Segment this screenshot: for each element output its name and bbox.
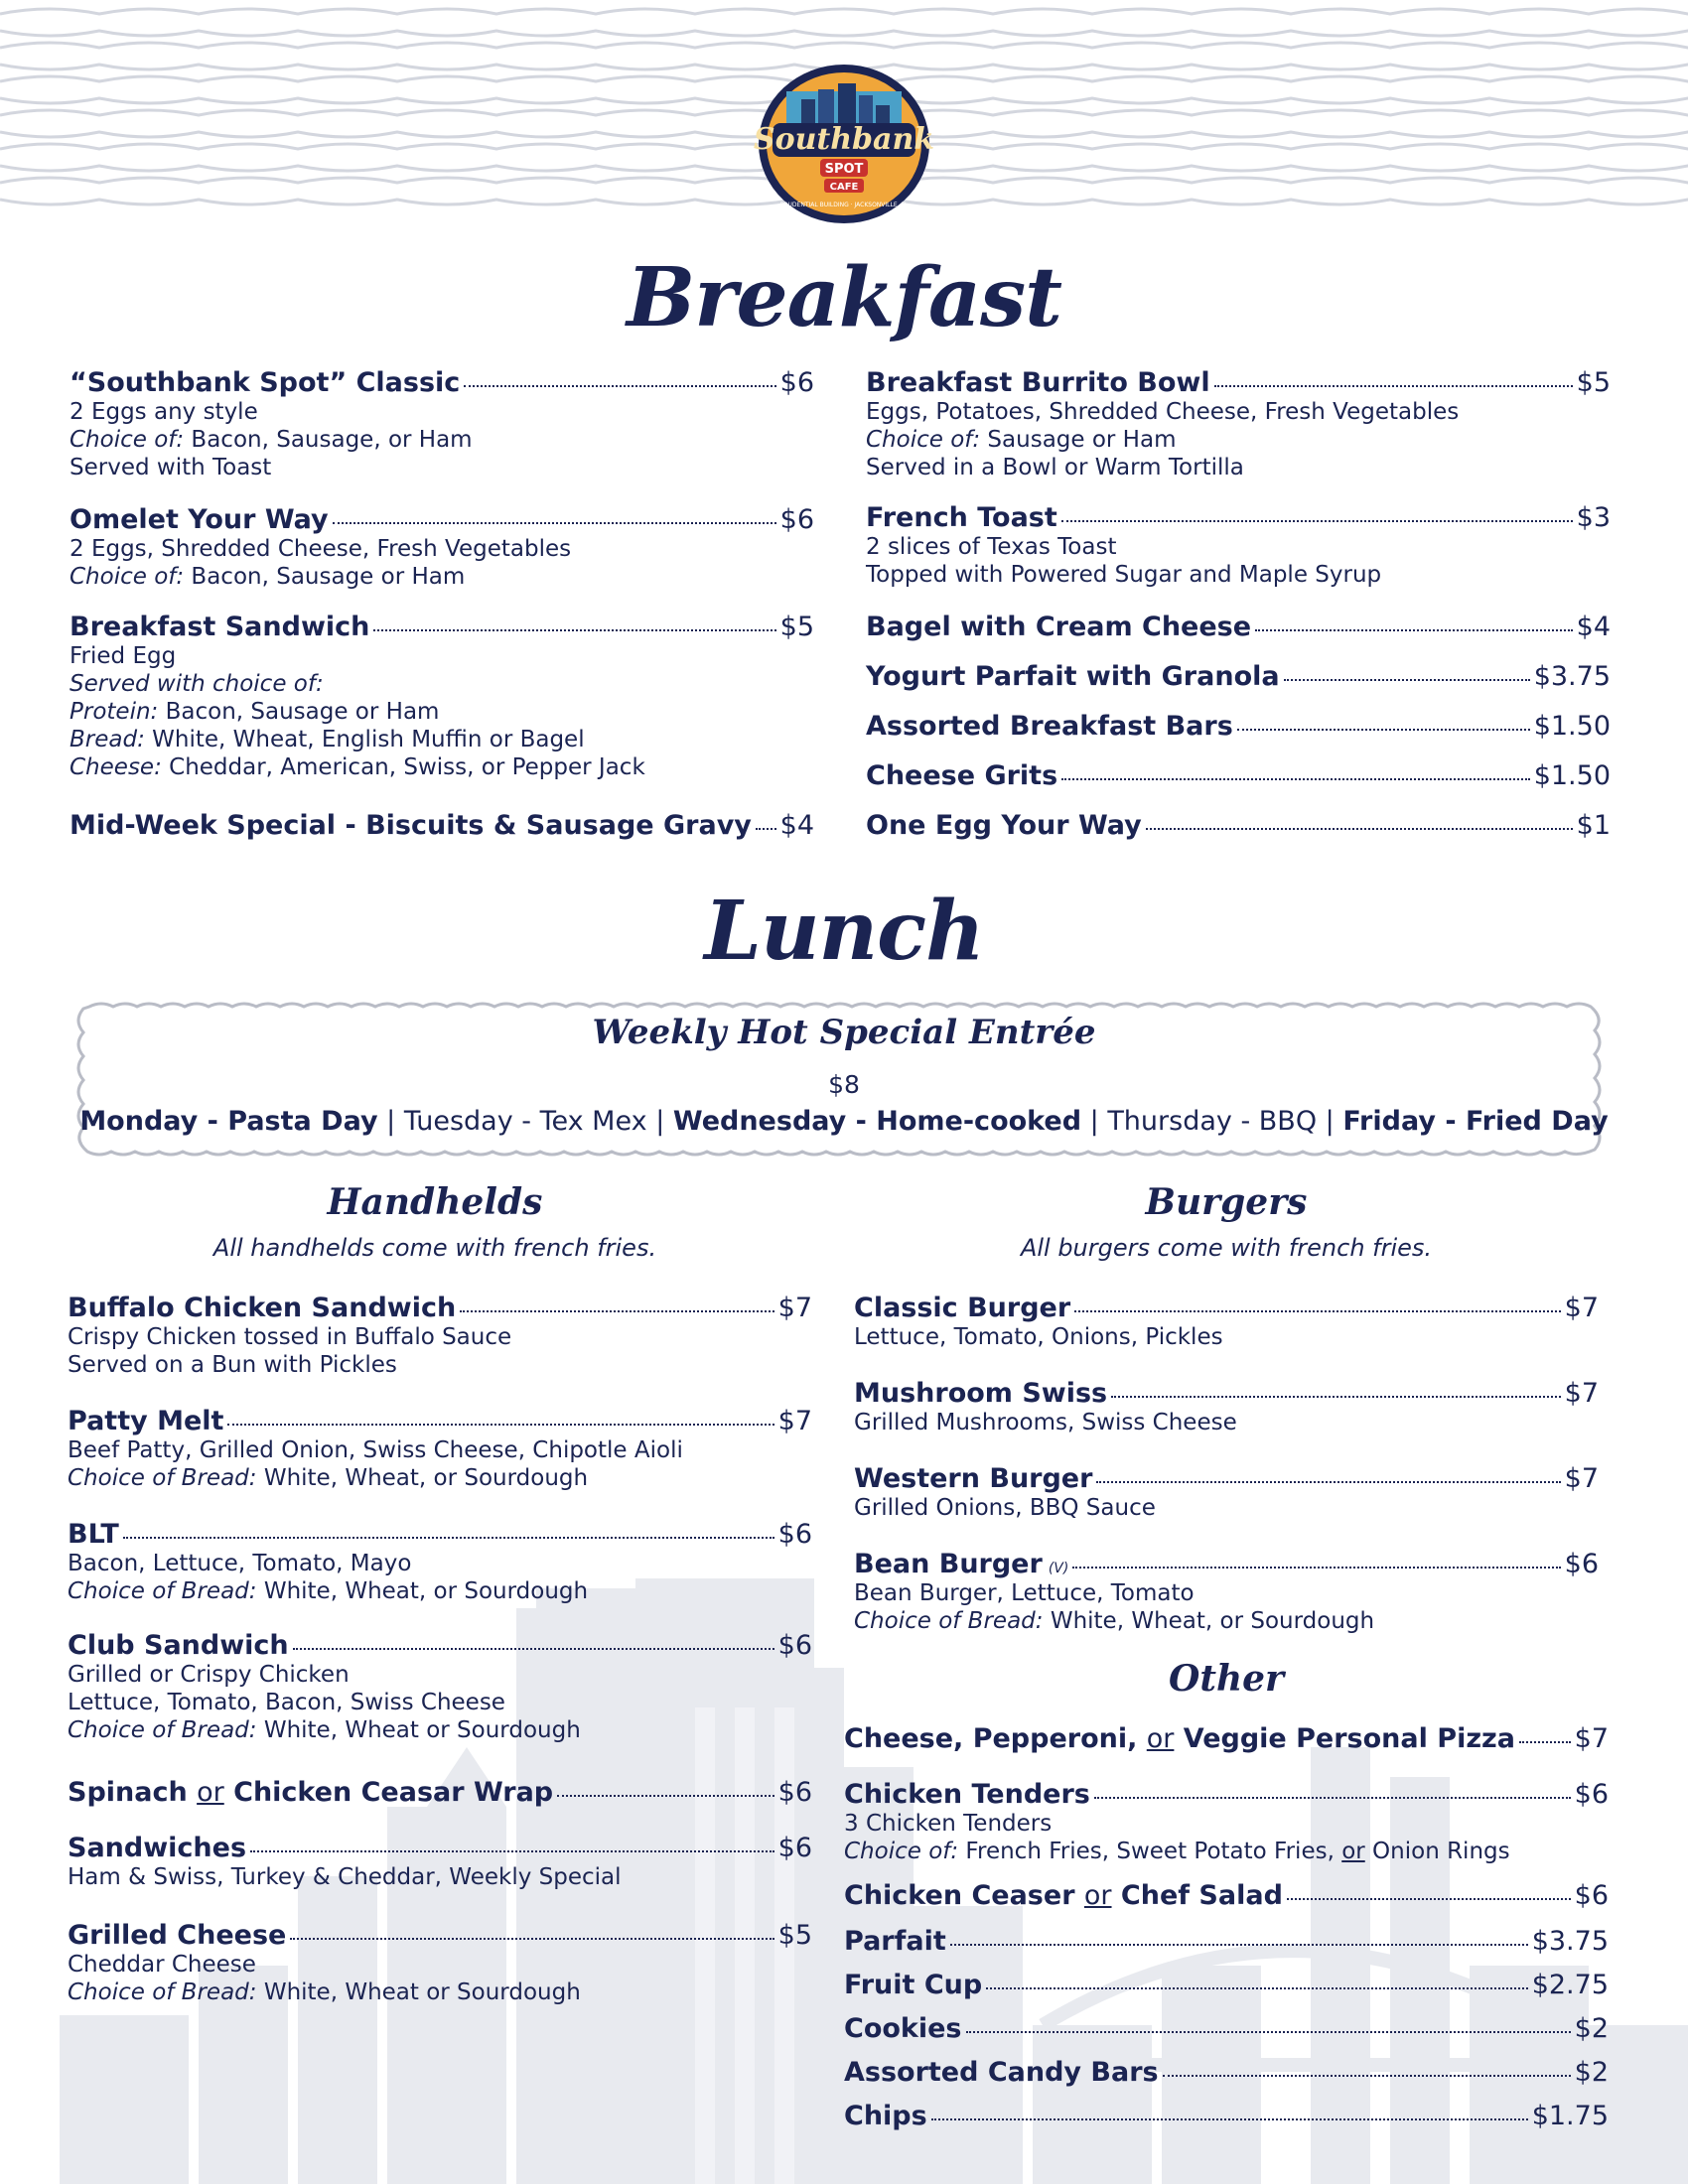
special-day-separator: | [377, 1106, 404, 1137]
menu-item-price: $7 [1564, 1463, 1599, 1494]
menu-item-header [70, 367, 814, 398]
menu-item-name: Assorted Candy Bars [844, 2057, 1159, 2088]
menu-item-price: $6 [779, 504, 814, 535]
dot-leader [1255, 629, 1573, 631]
logo-ring-text: PRUDENTIAL BUILDING · JACKSONVILLE, FL [779, 202, 909, 208]
menu-item-header [68, 1777, 812, 1808]
dot-leader [1237, 729, 1530, 731]
menu-item-price: $5 [1576, 367, 1611, 398]
menu-item [68, 1833, 812, 1891]
menu-item-price: $3.75 [1533, 661, 1611, 692]
menu-item-name: Yogurt Parfait with Granola [866, 661, 1280, 692]
menu-item-description: Served with choice of: [70, 671, 324, 697]
menu-item-name: Chicken Tenders [844, 1779, 1090, 1810]
menu-item-price: $3 [1576, 502, 1611, 533]
menu-item [70, 612, 814, 781]
menu-item-name: Breakfast Sandwich [70, 612, 370, 642]
menu-item-name: Cheese Grits [866, 760, 1058, 791]
menu-item-description: Choice of Bread: White, Wheat or Sourdough [68, 1979, 581, 2005]
menu-item [866, 367, 1611, 481]
menu-item-price: $2 [1574, 2057, 1609, 2088]
dot-leader [1214, 385, 1573, 387]
menu-item-header [844, 1970, 1609, 2000]
menu-item [854, 1293, 1599, 1351]
menu-item-description: 2 slices of Texas Toast [866, 534, 1117, 560]
menu-item [844, 1970, 1609, 2000]
dot-leader [1111, 1396, 1561, 1398]
special-day: Friday - Fried Day [1342, 1106, 1609, 1137]
menu-item [866, 612, 1611, 642]
menu-item-description: Choice of Bread: White, Wheat or Sourdough [68, 1717, 581, 1743]
menu-item-header [68, 1630, 812, 1661]
menu-item [844, 1779, 1609, 1865]
menu-item [854, 1378, 1599, 1436]
menu-item-price: $6 [777, 1833, 812, 1863]
menu-item-price: $5 [779, 612, 814, 642]
dot-leader [1096, 1481, 1560, 1483]
menu-item-name: Western Burger [854, 1463, 1093, 1494]
menu-item [70, 504, 814, 591]
dot-leader [1094, 1797, 1571, 1799]
menu-item-name: Cookies [844, 2013, 962, 2044]
menu-item-description: Served with Toast [70, 455, 272, 480]
menu-item-name: Grilled Cheese [68, 1920, 287, 1951]
menu-item-description: Ham & Swiss, Turkey & Cheddar, Weekly Special [68, 1864, 622, 1890]
menu-item-description: Served in a Bowl or Warm Tortilla [866, 455, 1244, 480]
menu-item [844, 2013, 1609, 2044]
menu-item-description: Eggs, Potatoes, Shredded Cheese, Fresh Vegetables [866, 399, 1460, 425]
logo-sub: CAFE [829, 182, 859, 193]
menu-item-header [844, 1723, 1609, 1754]
dot-leader [756, 828, 776, 830]
dot-leader [986, 1987, 1528, 1989]
menu-item-header [844, 1880, 1609, 1911]
menu-item-price: $6 [1574, 1779, 1609, 1810]
menu-item-description: 3 Chicken Tenders [844, 1811, 1053, 1837]
other-heading: Other [1168, 1658, 1285, 1700]
menu-item-header [68, 1920, 812, 1951]
menu-item-description: Choice of Bread: White, Wheat, or Sourdough [68, 1465, 589, 1491]
menu-item-description: Bean Burger, Lettuce, Tomato [854, 1580, 1195, 1606]
burgers-heading: Burgers [1145, 1181, 1308, 1223]
menu-item [854, 1463, 1599, 1522]
menu-item [68, 1630, 812, 1744]
menu-item [844, 1880, 1609, 1911]
dot-leader [373, 629, 775, 631]
dot-leader [950, 1944, 1528, 1946]
menu-item-header [866, 367, 1611, 398]
special-day: Tuesday - Tex Mex [403, 1106, 647, 1137]
burgers-note: All burgers come with french fries. [1020, 1234, 1433, 1262]
dot-leader [464, 385, 775, 387]
menu-item [68, 1293, 812, 1379]
dot-leader [1163, 2075, 1571, 2077]
menu-item-description: Beef Patty, Grilled Onion, Swiss Cheese, Chipotle Aioli [68, 1437, 683, 1463]
menu-item-description: Choice of: Sausage or Ham [866, 427, 1177, 453]
special-title: Weekly Hot Special Entrée [592, 1013, 1096, 1052]
menu-item-header [866, 661, 1611, 692]
menu-item-price: $7 [777, 1293, 812, 1323]
menu-item [70, 367, 814, 481]
dot-leader [123, 1537, 774, 1539]
menu-item-price: $6 [1564, 1549, 1599, 1579]
menu-item-price: $7 [1564, 1378, 1599, 1409]
menu-item-price: $1.75 [1531, 2101, 1609, 2131]
menu-item-header [866, 502, 1611, 533]
menu-item-price: $7 [1574, 1723, 1609, 1754]
menu-item-name: Breakfast Burrito Bowl [866, 367, 1210, 398]
menu-item-header [844, 1926, 1609, 1957]
menu-item-header [854, 1549, 1599, 1579]
menu-item-header [866, 760, 1611, 791]
menu-item-description: Lettuce, Tomato, Bacon, Swiss Cheese [68, 1690, 505, 1715]
menu-item-name: Bagel with Cream Cheese [866, 612, 1252, 642]
dot-leader [1146, 828, 1573, 830]
menu-item-name: “Southbank Spot” Classic [70, 367, 461, 398]
menu-item-price: $4 [779, 810, 814, 841]
menu-item-price: $6 [777, 1630, 812, 1661]
menu-item-header [68, 1406, 812, 1436]
menu-item-header [70, 612, 814, 642]
menu-item-name: Spinach or Chicken Ceasar Wrap [68, 1777, 554, 1808]
menu-item-name: Chicken Ceaser or Chef Salad [844, 1880, 1283, 1911]
menu-item-name: Parfait [844, 1926, 946, 1957]
menu-item [866, 502, 1611, 589]
lunch-heading: Lunch [704, 884, 984, 979]
menu-item-description: Cheddar Cheese [68, 1952, 256, 1978]
menu-item [844, 1723, 1609, 1754]
menu-item-description: Grilled Onions, BBQ Sauce [854, 1495, 1156, 1521]
dot-leader [1061, 778, 1530, 780]
menu-item-price: $7 [777, 1406, 812, 1436]
menu-item-price: $2.75 [1531, 1970, 1609, 2000]
menu-item-name: Mid-Week Special - Biscuits & Sausage Gravy [70, 810, 752, 841]
dot-leader [1061, 520, 1573, 522]
menu-item [866, 810, 1611, 841]
special-day: Thursday - BBQ [1107, 1106, 1318, 1137]
menu-item-price: $6 [779, 367, 814, 398]
menu-item-description: Grilled or Crispy Chicken [68, 1662, 350, 1688]
menu-item-price: $6 [777, 1519, 812, 1550]
menu-item-description: Grilled Mushrooms, Swiss Cheese [854, 1410, 1237, 1435]
dot-leader [1519, 1741, 1571, 1743]
menu-item-description: 2 Eggs, Shredded Cheese, Fresh Vegetables [70, 536, 572, 562]
menu-item-name: Bean Burger (V) [854, 1549, 1069, 1579]
dot-leader [1284, 679, 1530, 681]
menu-item-name: BLT [68, 1519, 119, 1550]
menu-item [866, 661, 1611, 692]
handhelds-heading: Handhelds [327, 1181, 543, 1223]
menu-item-name: Omelet Your Way [70, 504, 329, 535]
menu-item-header [70, 504, 814, 535]
menu-item-header [68, 1519, 812, 1550]
menu-item-description: Choice of: French Fries, Sweet Potato Fries, or Onion Rings [844, 1839, 1510, 1864]
menu-item-price: $6 [1574, 1880, 1609, 1911]
logo-badge: SPOT [824, 162, 864, 177]
menu-item-header [866, 711, 1611, 742]
menu-item-price: $1.50 [1533, 760, 1611, 791]
special-days [0, 1106, 1688, 1137]
special-day-separator: | [646, 1106, 673, 1137]
menu-item-name: Chips [844, 2101, 927, 2131]
dot-leader [557, 1795, 774, 1797]
menu-item-description: Fried Egg [70, 643, 177, 669]
vegetarian-tag: (V) [1048, 1561, 1069, 1576]
menu-item-price: $4 [1576, 612, 1611, 642]
menu-item-name: Club Sandwich [68, 1630, 289, 1661]
menu-item [844, 2101, 1609, 2131]
special-day: Monday - Pasta Day [79, 1106, 378, 1137]
dot-leader [293, 1648, 774, 1650]
menu-item-header [866, 810, 1611, 841]
dot-leader [931, 2118, 1528, 2120]
menu-item [854, 1549, 1599, 1635]
menu-item-description: 2 Eggs any style [70, 399, 258, 425]
menu-item-description: Choice of: Bacon, Sausage or Ham [70, 564, 466, 590]
menu-item-description: Served on a Bun with Pickles [68, 1352, 397, 1378]
menu-item-price: $7 [1564, 1293, 1599, 1323]
menu-item-name: Mushroom Swiss [854, 1378, 1108, 1409]
menu-item-name: French Toast [866, 502, 1057, 533]
menu-item-description: Bacon, Lettuce, Tomato, Mayo [68, 1551, 412, 1576]
menu-item-name: Classic Burger [854, 1293, 1071, 1323]
menu-item-name: Fruit Cup [844, 1970, 983, 2000]
menu-item-price: $6 [777, 1777, 812, 1808]
menu-item [68, 1777, 812, 1808]
menu-item-description: Topped with Powered Sugar and Maple Syrup [866, 562, 1382, 588]
dot-leader [250, 1850, 774, 1852]
menu-item-header [844, 2013, 1609, 2044]
menu-item-price: $5 [777, 1920, 812, 1951]
menu-item-header [844, 1779, 1609, 1810]
menu-item-name: Assorted Breakfast Bars [866, 711, 1233, 742]
menu-item-description: Lettuce, Tomato, Onions, Pickles [854, 1324, 1223, 1350]
dot-leader [290, 1938, 774, 1940]
menu-item [68, 1519, 812, 1605]
menu-item [844, 1926, 1609, 1957]
menu-item-description: Protein: Bacon, Sausage or Ham [70, 699, 440, 725]
menu-item-price: $1.50 [1533, 711, 1611, 742]
menu-item-name: Patty Melt [68, 1406, 224, 1436]
dot-leader [460, 1310, 774, 1312]
menu-item-description: Choice of Bread: White, Wheat, or Sourdough [68, 1578, 589, 1604]
menu-item-header [854, 1293, 1599, 1323]
menu-item [866, 760, 1611, 791]
breakfast-heading: Breakfast [626, 250, 1062, 345]
menu-item [68, 1920, 812, 2006]
menu-item-header [866, 612, 1611, 642]
menu-item-header [854, 1378, 1599, 1409]
menu-item-description: Choice of: Bacon, Sausage, or Ham [70, 427, 473, 453]
menu-item-name: Sandwiches [68, 1833, 247, 1863]
menu-item-header [844, 2057, 1609, 2088]
menu-item-price: $1 [1576, 810, 1611, 841]
menu-item-header [854, 1463, 1599, 1494]
special-day-separator: | [1317, 1106, 1343, 1137]
special-price: $8 [828, 1070, 860, 1099]
menu-item-name: Cheese, Pepperoni, or Veggie Personal Pizza [844, 1723, 1515, 1754]
menu-item-price: $2 [1574, 2013, 1609, 2044]
dot-leader [1074, 1310, 1560, 1312]
menu-item-header [68, 1293, 812, 1323]
handhelds-note: All handhelds come with french fries. [212, 1234, 657, 1262]
dot-leader [1287, 1898, 1571, 1900]
menu-item-description: Crispy Chicken tossed in Buffalo Sauce [68, 1324, 512, 1350]
special-day-separator: | [1081, 1106, 1108, 1137]
menu-item [866, 711, 1611, 742]
menu-item-header [844, 2101, 1609, 2131]
dot-leader [333, 522, 776, 524]
menu-item-description: Choice of Bread: White, Wheat, or Sourdough [854, 1608, 1375, 1634]
menu-item [844, 2057, 1609, 2088]
menu-item-description: Bread: White, Wheat, English Muffin or Bagel [70, 727, 585, 752]
menu-item-price: $3.75 [1531, 1926, 1609, 1957]
menu-item-name: One Egg Your Way [866, 810, 1142, 841]
logo-name: Southbank [753, 122, 935, 157]
menu-item-name: Buffalo Chicken Sandwich [68, 1293, 457, 1323]
special-day: Wednesday - Home-cooked [672, 1106, 1082, 1137]
cafe-logo [747, 62, 941, 226]
menu-item-header [70, 810, 814, 841]
menu-item [68, 1406, 812, 1492]
menu-item [70, 810, 814, 841]
dot-leader [966, 2031, 1571, 2033]
menu-item-header [68, 1833, 812, 1863]
dot-leader [1072, 1567, 1560, 1569]
dot-leader [227, 1424, 774, 1426]
menu-item-description: Cheese: Cheddar, American, Swiss, or Pepper Jack [70, 754, 645, 780]
